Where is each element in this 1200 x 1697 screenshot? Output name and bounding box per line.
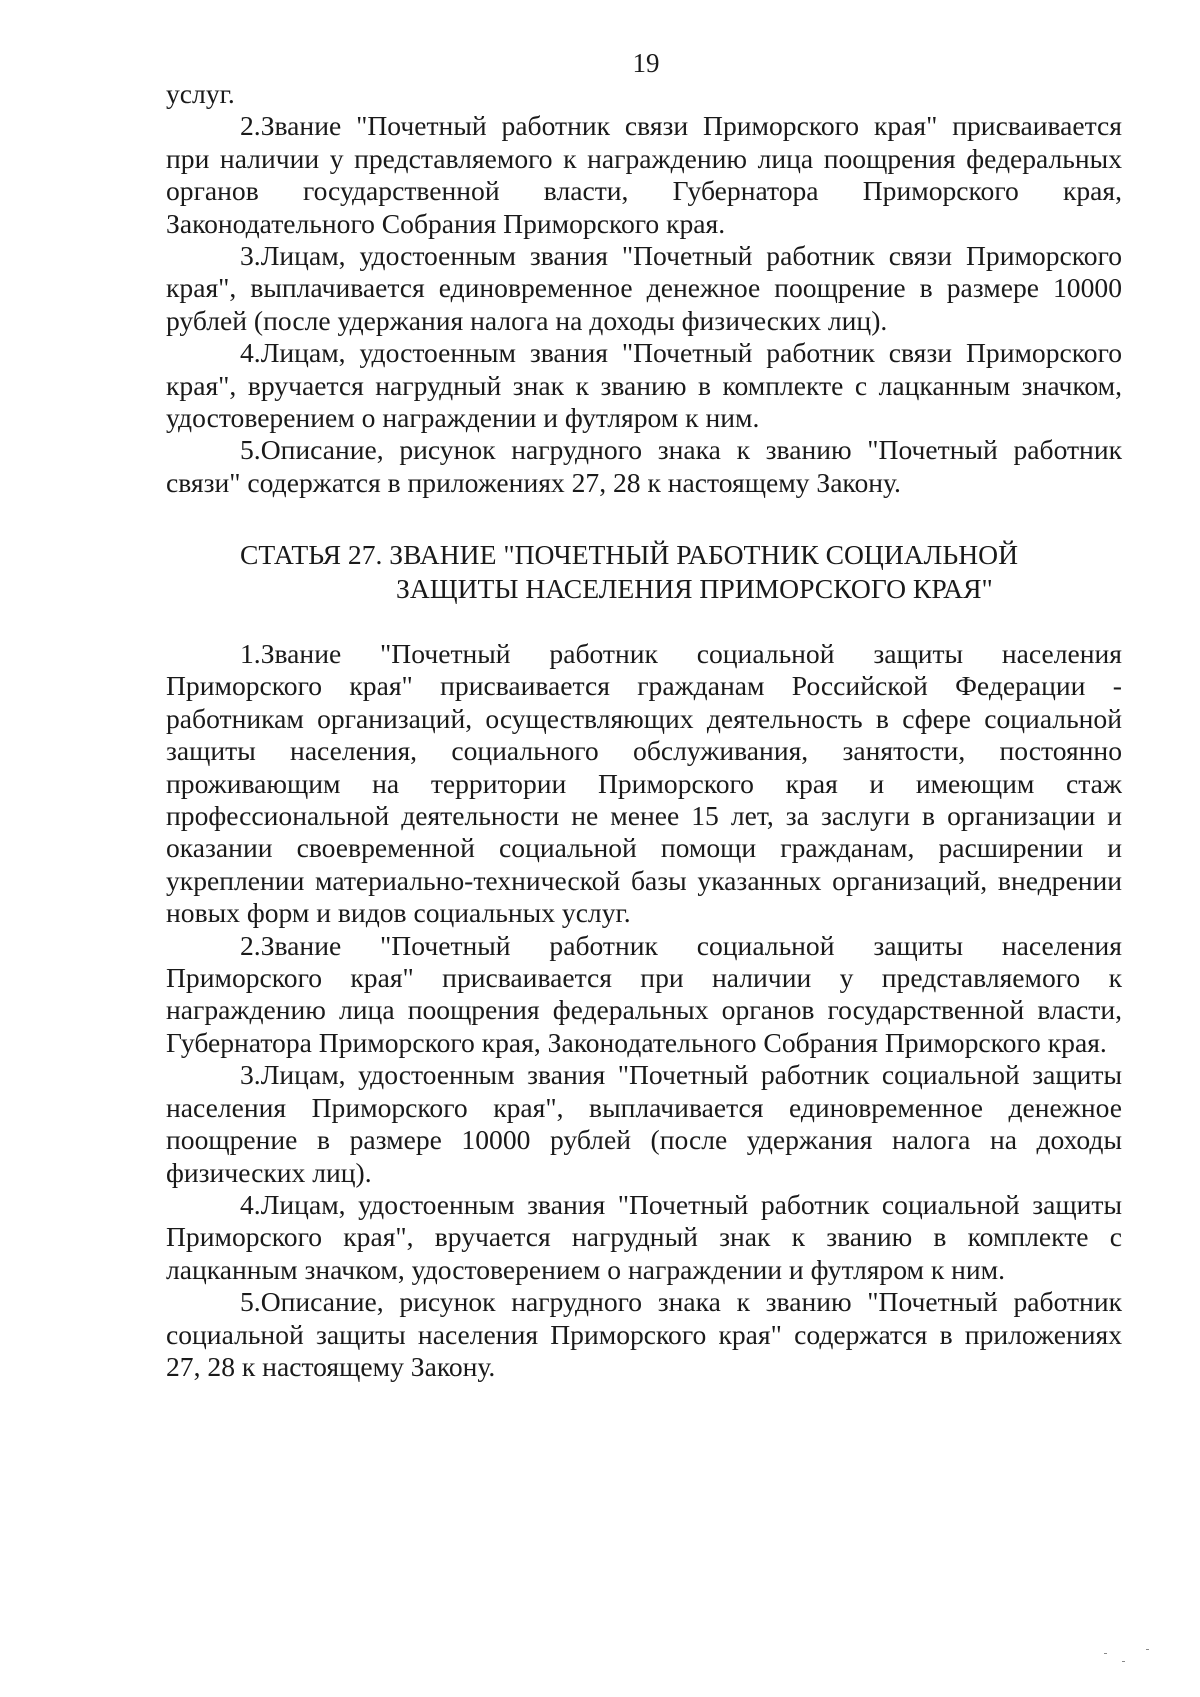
paragraph-26-4: 4.Лицам, удостоенным звания "Почетный работник связи Приморского края", вручается нагрудный знак к званию в комплекте с лацканным значком, удостоверением о награждении и футляром к ним.	[166, 337, 1122, 434]
article-heading-line-2: ЗАЩИТЫ НАСЕЛЕНИЯ ПРИМОРСКОГО КРАЯ"	[396, 573, 993, 604]
paragraph-continuation: услуг.	[166, 78, 235, 109]
paragraph-27-2: 2.Звание "Почетный работник социальной защиты населения Приморского края" присваивается при наличии у представляемого к награждению лица поощрения федеральных органов государственной власти, Губернатора Приморского края, Законодательного Собрания Приморского края.	[166, 929, 1122, 1058]
article-27-heading	[240, 538, 1120, 606]
page-number: 19	[632, 48, 660, 78]
article-heading-line-1: СТАТЬЯ 27. ЗВАНИЕ "ПОЧЕТНЫЙ РАБОТНИК СОЦИАЛЬНОЙ	[240, 539, 1019, 570]
article-26-continuation	[166, 78, 1122, 499]
paragraph-27-4: 4.Лицам, удостоенным звания "Почетный работник социальной защиты Приморского края", вручается нагрудный знак к званию в комплекте с лацканным значком, удостоверением о награждении и футляром к ним.	[166, 1188, 1122, 1285]
scan-artifact	[1100, 1647, 1160, 1667]
paragraph-27-5: 5.Описание, рисунок нагрудного знака к званию "Почетный работник социальной защиты населения Приморского края" содержатся в приложениях 27, 28 к настоящему Закону.	[166, 1286, 1122, 1382]
paragraph-26-2: 2.Звание "Почетный работник связи Приморского края" присваивается при наличии у представляемого к награждению лица поощрения федеральных органов государственной власти, Губернатора Приморского края, Законодательного Собрания Приморского края.	[166, 110, 1122, 239]
paragraph-27-3: 3.Лицам, удостоенным звания "Почетный работник социальной защиты населения Приморского края", выплачивается единовременное денежное поощрение в размере 10000 рублей (после удержания налога на доходы физических лиц).	[166, 1059, 1122, 1188]
paragraph-27-1: 1.Звание "Почетный работник социальной защиты населения Приморского края" присваивается гражданам Российской Федерации - работникам организаций, осуществляющих деятельность в сфере социальной защиты населения, социального обслуживания, занятости, постоянно проживающим на территории Приморского края и имеющим стаж профессиональной деятельности не менее 15 лет, за заслуги в организации и оказании своевременной социальной помощи гражданам, расширении и укреплении материально-технической базы указанных организаций, внедрении новых форм и видов социальных услуг.	[166, 638, 1122, 929]
paragraph-26-5: 5.Описание, рисунок нагрудного знака к званию "Почетный работник связи" содержатся в приложениях 27, 28 к настоящему Закону.	[166, 434, 1122, 498]
article-27-body	[166, 638, 1122, 1383]
paragraph-26-3: 3.Лицам, удостоенным звания "Почетный работник связи Приморского края", выплачивается единовременное денежное поощрение в размере 10000 рублей (после удержания налога на доходы физических лиц).	[166, 240, 1122, 336]
